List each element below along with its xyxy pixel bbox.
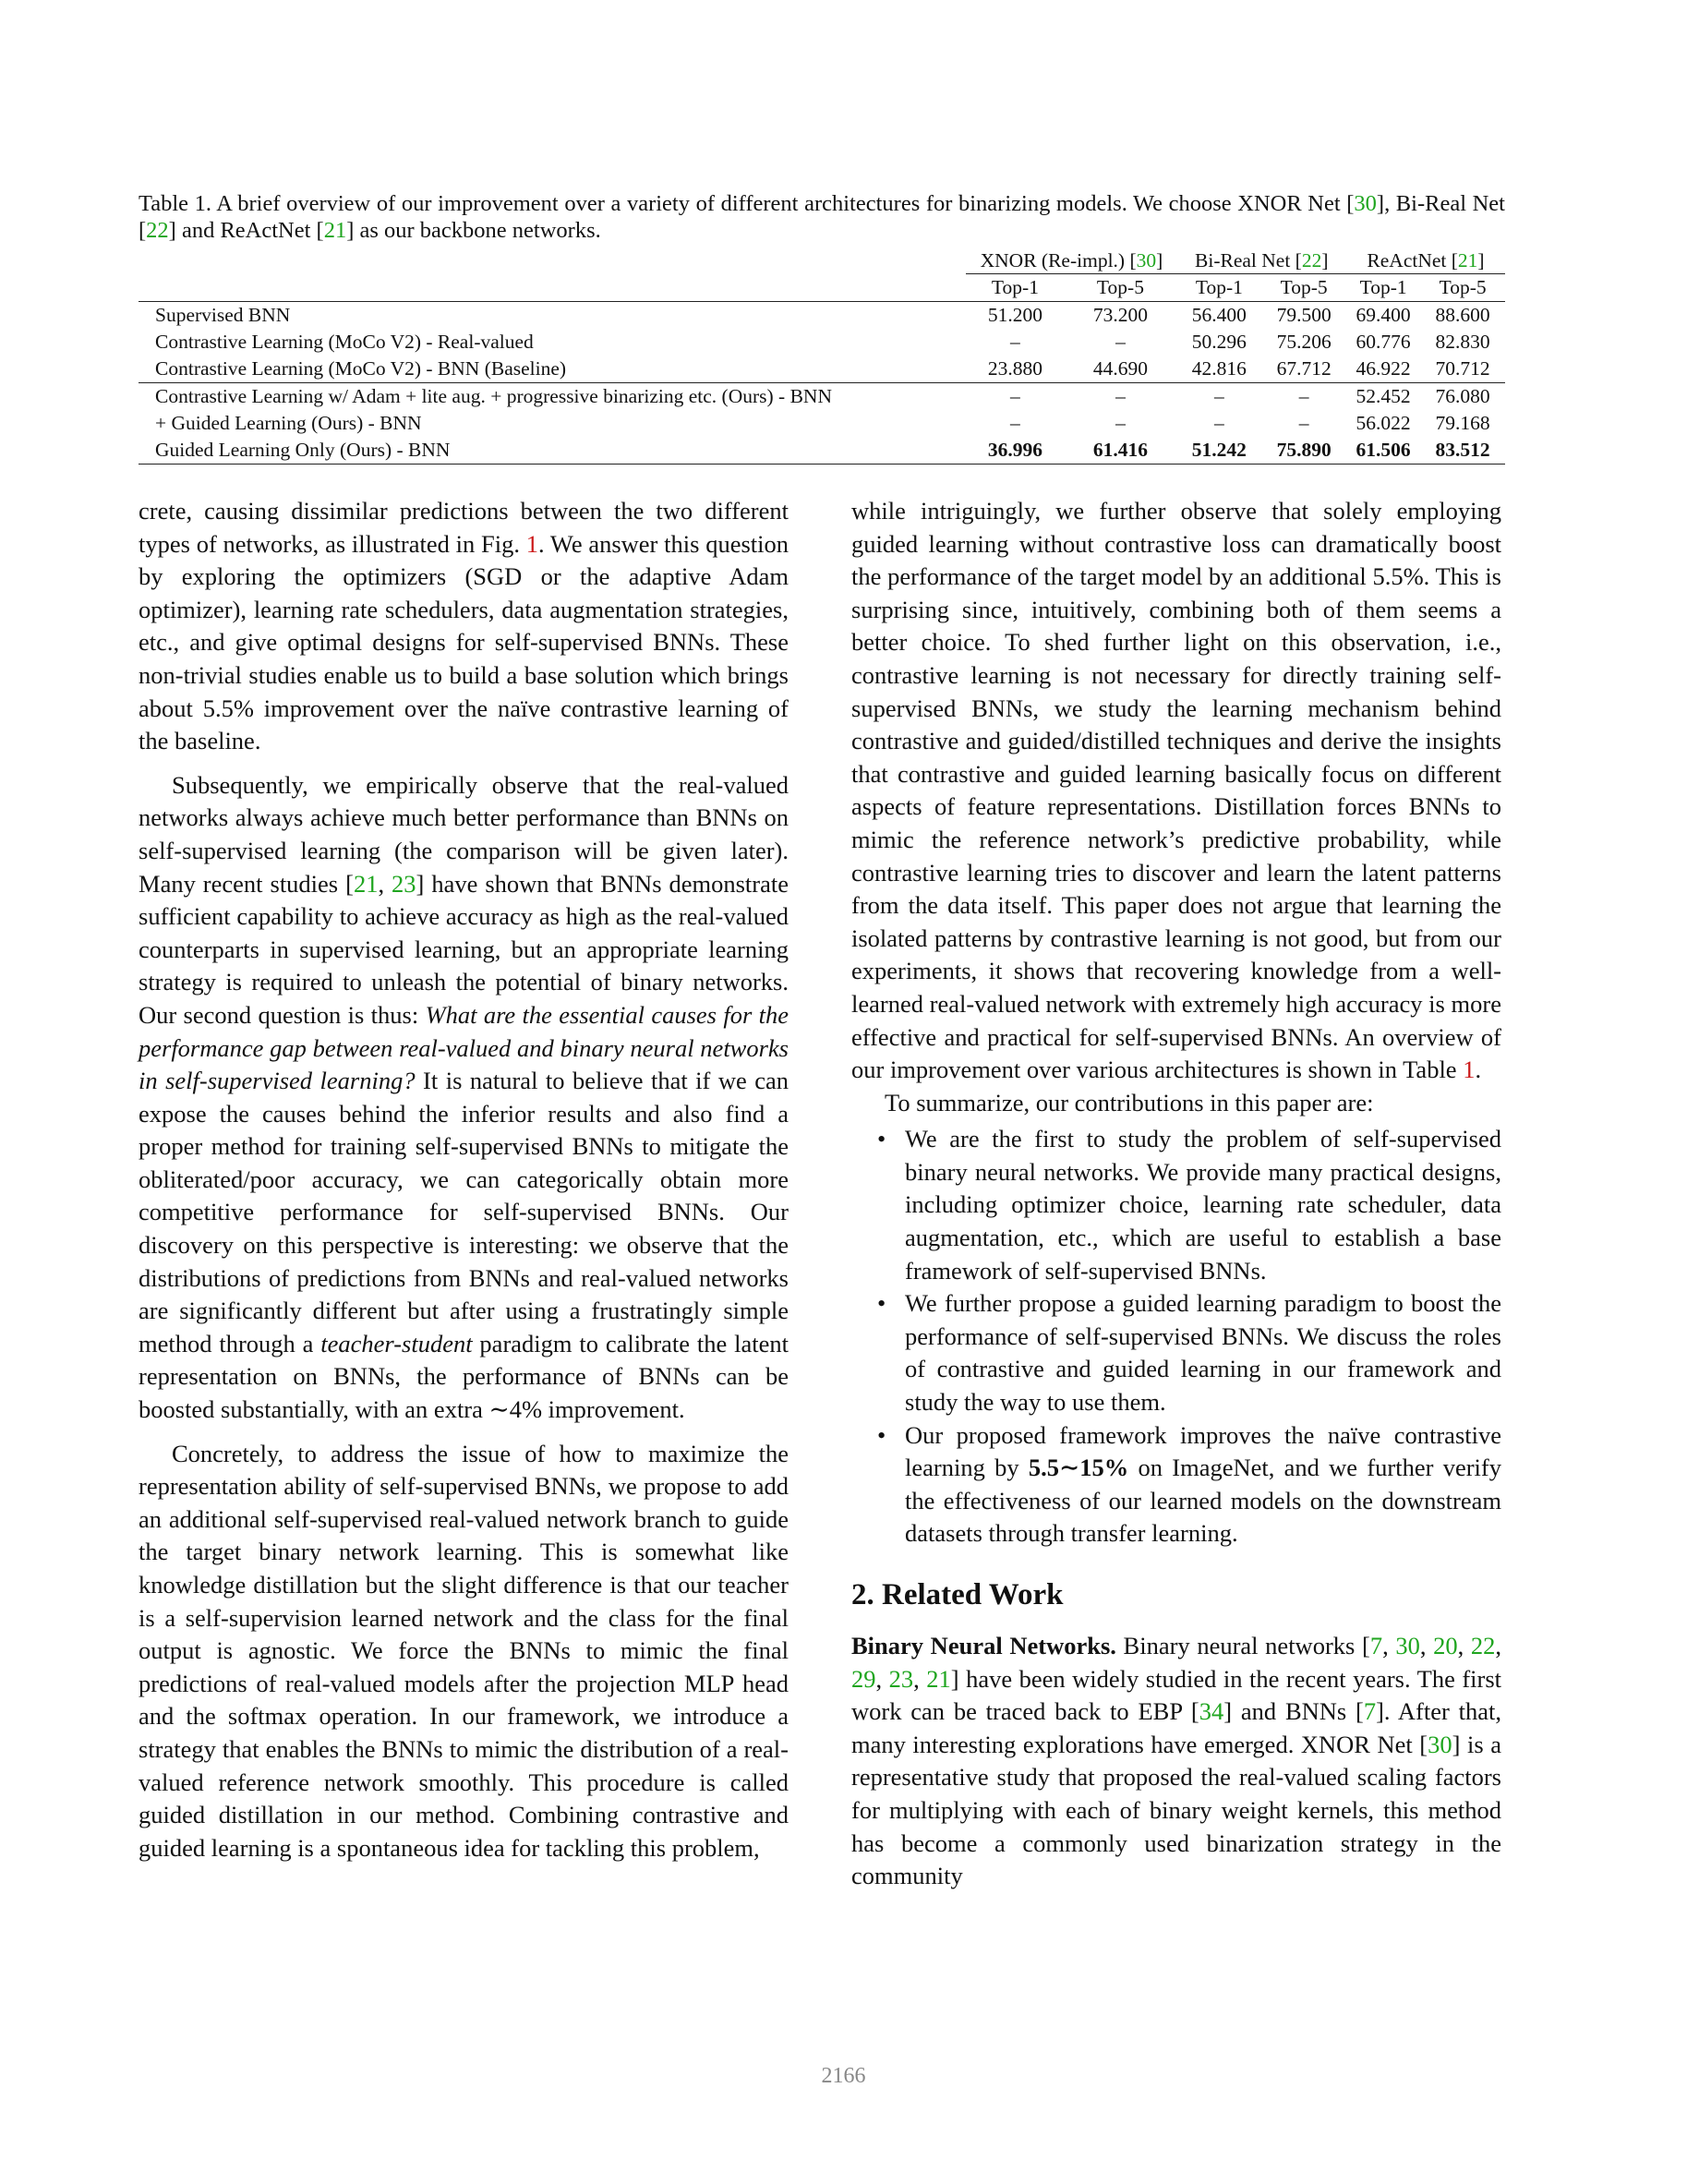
row-method: Guided Learning Only (Ours) - BNN xyxy=(139,437,966,465)
table-cell: 46.922 xyxy=(1356,357,1411,380)
citation-link[interactable]: 30 xyxy=(1136,248,1157,271)
table-cell: 61.416 xyxy=(1064,437,1176,465)
group-header-bireal: Bi-Real Net [22] xyxy=(1176,247,1346,274)
row-method: Contrastive Learning (MoCo V2) - Real-valued xyxy=(155,331,534,353)
citation-link[interactable]: 20 xyxy=(1433,1632,1458,1659)
table-cell: 70.712 xyxy=(1435,357,1490,380)
table-cell: 79.168 xyxy=(1435,412,1490,434)
list-item: • We further propose a guided learning paradigm to boost the performance of self-supervised BNNs. We discuss the roles of contrastive and guided learning in our framework and study the way to use them. xyxy=(877,1289,1501,1417)
table-cell: 67.712 xyxy=(1276,357,1332,380)
emphasized-term: teacher-student xyxy=(320,1329,473,1357)
citation-link[interactable]: 21 xyxy=(323,218,347,243)
results-table xyxy=(139,247,1505,465)
section-title: 2. Related Work xyxy=(851,1578,1064,1611)
table-corner xyxy=(139,247,966,274)
table-cell: 79.500 xyxy=(1276,304,1332,326)
paragraph-heading: Binary Neural Networks. xyxy=(851,1632,1116,1659)
paragraph: Subsequently, we empirically observe that the real-valued networks always achieve much better performance than BNNs on self-supervised learning (the comparison will be given later). Many recent studies [21, 23] have shown that BNNs demonstrate sufficient capability to achieve accuracy as high as the real-valued counterparts in supervised learning, but an appropriate learning strategy is required to unleash the potential of binary networks. Our second question is thus: What are the essential causes for the performance gap between real-valued and binary neural networks in self-supervised learning? It is natural to believe that if we can expose the causes behind the inferior results and also find a proper method for training self-supervised BNNs to mitigate the obliterated/poor accuracy, we can categorically obtain more competitive performance for self-supervised BNNs. Our discovery on this perspective is interesting: we observe that the distributions of predictions from BNNs and real-valued networks are significantly different but after using a frustratingly simple method through a teacher-student paradigm to calibrate the latent representation on BNNs, the performance of BNNs can be boosted substantially, with an extra ∼4% improvement. xyxy=(139,770,789,1424)
table-cell: 61.506 xyxy=(1346,437,1420,465)
table-caption xyxy=(139,190,1505,244)
table-cell: 75.206 xyxy=(1276,331,1332,353)
table-cell: 56.400 xyxy=(1191,304,1247,326)
group-header-xnor: XNOR (Re-impl.) [30] xyxy=(966,247,1176,274)
right-column xyxy=(851,495,1501,1893)
paragraph: crete, causing dissimilar predictions between the two different types of networks, as illustrated in Fig. 1. We answer this question by exploring the optimizers (SGD or the adaptive Adam optimizer), learning rate schedulers, data augmentation strategies, etc., and give optimal designs for self-supervised BNNs. These non-trivial studies enable us to build a base solution which brings about 5.5% improvement over the naïve contrastive learning of the baseline. xyxy=(139,497,789,755)
table-cell: 36.996 xyxy=(966,437,1064,465)
table-row xyxy=(139,410,1505,437)
table-cell: – xyxy=(1010,331,1020,353)
citation-link[interactable]: 23 xyxy=(392,869,416,898)
page-number: 2166 xyxy=(821,2064,866,2088)
citation-link[interactable]: 21 xyxy=(926,1664,951,1693)
table-sub-header xyxy=(139,274,1505,302)
row-method: Contrastive Learning w/ Adam + lite aug. + progressive binarizing etc. (Ours) - BNN xyxy=(139,383,966,411)
table-group-header xyxy=(139,247,1505,274)
table-cell: – xyxy=(966,383,1064,411)
column-header: Top-5 xyxy=(1064,274,1176,302)
table-cell: – xyxy=(1298,412,1309,434)
table-cell: 69.400 xyxy=(1356,304,1411,326)
citation-link[interactable]: 21 xyxy=(1457,248,1478,271)
bullet-icon: • xyxy=(877,1289,886,1318)
table-cell: 75.890 xyxy=(1261,437,1346,465)
left-column xyxy=(139,495,789,1864)
bullet-icon: • xyxy=(877,1125,886,1153)
column-header: Top-5 xyxy=(1420,274,1505,302)
caption-text: ] as our backbone networks. xyxy=(346,218,601,243)
table-cell: 60.776 xyxy=(1356,331,1411,353)
bullet-icon: • xyxy=(877,1420,886,1449)
table-cell: – xyxy=(1010,412,1020,434)
summary-intro: To summarize, our contributions in this paper are: xyxy=(885,1088,1374,1116)
citation-link[interactable]: 21 xyxy=(353,869,379,898)
table-cell: 56.022 xyxy=(1356,412,1411,434)
table-cell: 73.200 xyxy=(1092,304,1148,326)
citation-link[interactable]: 7 xyxy=(1369,1632,1383,1659)
caption-text: ], Bi-Real Net [ xyxy=(139,191,1505,243)
table-cell: 82.830 xyxy=(1435,331,1490,353)
table-row xyxy=(139,383,1505,411)
table-cell: – xyxy=(1115,331,1126,353)
table-row xyxy=(139,329,1505,356)
table-row xyxy=(139,302,1505,330)
table-cell: 51.200 xyxy=(987,304,1042,326)
table-cell: 51.242 xyxy=(1176,437,1261,465)
table-cell: 42.816 xyxy=(1191,357,1247,380)
citation-link[interactable]: 30 xyxy=(1395,1632,1420,1659)
paragraph: Binary Neural Networks. Binary neural networks [7, 30, 20, 22, 29, 23, 21] have been widely studied in the recent years. The first work can be traced back to EBP [34] and BNNs [7]. After that, many interesting explorations have emerged. XNOR Net [30] is a representative study that proposed the real-valued scaling factors for multiplying with each of binary weight kernels, this method has become a commonly used binarization strategy in the community xyxy=(851,1632,1502,1890)
research-question: What are the essential causes for the performance gap between real-valued and binary neural networks in self-supervised learning? xyxy=(139,1000,789,1095)
list-item: • We are the first to study the problem of self-supervised binary neural networks. We provide many practical designs, including optimizer choice, learning rate scheduler, data augmentation, etc., which are useful to establish a base framework of self-supervised BNNs. xyxy=(877,1125,1501,1285)
row-method: Supervised BNN xyxy=(155,304,291,326)
table-cell: – xyxy=(1115,412,1126,434)
table-cell: – xyxy=(1176,383,1261,411)
caption-text: Table 1. A brief overview of our improvement over a variety of different architectures for binarizing models. We choose XNOR Net [ xyxy=(139,191,1355,216)
column-header: Top-1 xyxy=(1346,274,1420,302)
column-header: Top-1 xyxy=(1176,274,1261,302)
table-cell: 83.512 xyxy=(1420,437,1505,465)
row-method: Contrastive Learning (MoCo V2) - BNN (Baseline) xyxy=(155,357,567,380)
table-cell: – xyxy=(1064,383,1176,411)
column-header: Top-1 xyxy=(966,274,1064,302)
citation-link[interactable]: 30 xyxy=(1428,1730,1452,1758)
citation-link[interactable]: 30 xyxy=(1354,191,1377,216)
paragraph: while intriguingly, we further observe that solely employing guided learning without contrastive loss can dramatically boost the performance of the target model by an additional 5.5%. This is surprising since, intuitively, combining both of them seems a better choice. To shed further light on this observation, i.e., contrastive learning is not necessary for directly training self-supervised BNNs, we study the learning mechanism behind contrastive and guided/distilled techniques and derive the insights that contrastive and guided learning basically focus on different aspects of feature representations. Distillation forces BNNs to mimic the reference network’s predictive probability, while contrastive learning tries to discover and learn the latent patterns from the data itself. This paper does not argue that learning the isolated patterns by contrastive learning is not good, but from our experiments, it shows that recovering knowledge from a well-learned real-valued network with extremely high accuracy is more effective and practical for self-supervised BNNs. An overview of our improvement over various architectures is shown in Table 1. xyxy=(851,497,1501,1084)
citation-link[interactable]: 7 xyxy=(1363,1697,1377,1726)
table-cell: 52.452 xyxy=(1346,383,1420,411)
row-method: + Guided Learning (Ours) - BNN xyxy=(155,412,422,434)
caption-text: ] and ReActNet [ xyxy=(168,218,324,243)
table-cell: 50.296 xyxy=(1191,331,1247,353)
list-item: • Our proposed framework improves the naïve contrastive learning by 5.5∼15% on ImageNet, and we further verify the effectiveness of our learned models on the downstream datasets through transfer learning. xyxy=(877,1420,1501,1548)
table-row xyxy=(139,356,1505,383)
citation-link[interactable]: 22 xyxy=(1470,1632,1496,1659)
citation-link[interactable]: 22 xyxy=(1301,248,1322,271)
citation-link[interactable]: 22 xyxy=(146,218,169,243)
figure-ref-link[interactable]: 1 xyxy=(525,529,539,558)
column-header: Top-5 xyxy=(1261,274,1346,302)
citation-link[interactable]: 29 xyxy=(851,1664,876,1693)
table-ref-link[interactable]: 1 xyxy=(1463,1056,1476,1084)
contribution-list xyxy=(851,1123,1501,1551)
citation-link[interactable]: 23 xyxy=(888,1664,914,1693)
group-header-reactnet: ReActNet [21] xyxy=(1346,247,1505,274)
table-row xyxy=(139,437,1505,465)
table-cell: 88.600 xyxy=(1435,304,1490,326)
table-cell: – xyxy=(1261,383,1346,411)
table-cell: 44.690 xyxy=(1092,357,1148,380)
citation-link[interactable]: 34 xyxy=(1199,1697,1224,1726)
table-corner xyxy=(139,274,966,302)
table-cell: 76.080 xyxy=(1420,383,1505,411)
paragraph: Concretely, to address the issue of how to maximize the representation ability of self-supervised BNNs, we propose to add an additional self-supervised real-valued network branch to guide the target binary network learning. This is somewhat like knowledge distillation but the slight difference is that our teacher is a self-supervision learned network and the class for the final output is agnostic. We force the BNNs to mimic the final predictions of real-valued models after the projection MLP head and the softmax operation. In our framework, we introduce a strategy that enables the BNNs to mimic the distribution of a real-valued reference network smoothly. This procedure is called guided distillation in our method. Combining contrastive and guided learning is a spontaneous idea for tackling this problem, xyxy=(139,1439,789,1862)
table-cell: – xyxy=(1213,412,1224,434)
table-cell: 23.880 xyxy=(987,357,1042,380)
